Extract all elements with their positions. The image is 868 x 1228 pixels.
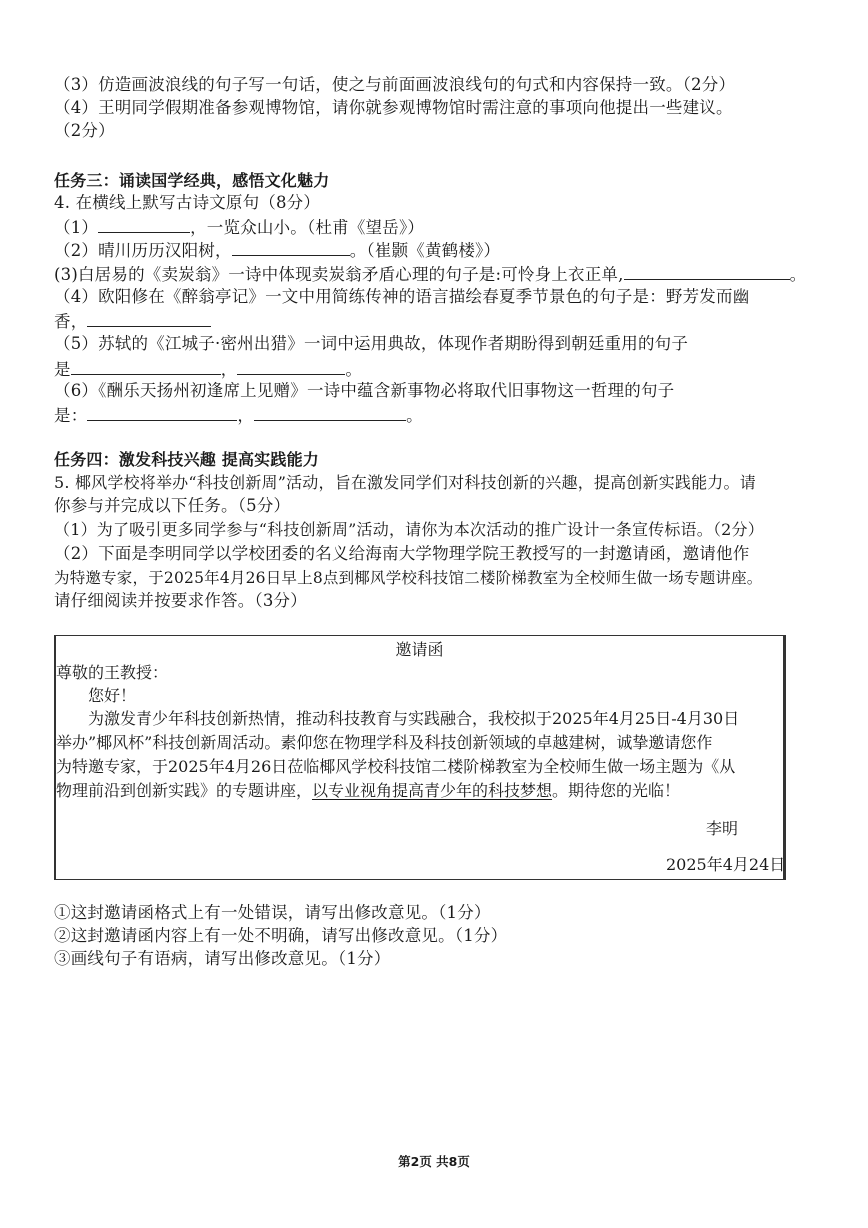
answer-blank[interactable] — [232, 238, 350, 256]
answer-blank[interactable] — [87, 309, 211, 327]
item-text: 香， — [54, 312, 88, 331]
answer-blank[interactable] — [237, 357, 345, 375]
item-text: （2）晴川历历汉阳树， — [54, 241, 232, 260]
question-3-text: （3）仿造画波浪线的句子写一句话，使之与前面画波浪线句的句式和内容保持一致。（2分） — [54, 75, 736, 94]
subquestion-2-cont2: 请仔细阅读并按要求作答。（3分） — [54, 591, 307, 610]
letter-signature: 李明 — [706, 819, 739, 838]
poem-item-1 — [54, 215, 424, 239]
poem-item-5-cont — [54, 357, 362, 381]
poem-item-3 — [54, 262, 806, 286]
letter-body-line: 为激发青少年科技创新热情，推动科技教育与实践融合，我校拟于2025年4月25日-4月30日 — [88, 709, 740, 728]
poem-item-4-cont — [54, 309, 211, 333]
answer-blank[interactable] — [624, 262, 790, 280]
page-number: 第2页 共8页 — [398, 1154, 470, 1169]
item-text: ， — [220, 360, 238, 379]
answer-blank[interactable] — [98, 215, 190, 233]
letter-text: 。期待您的光临！ — [552, 781, 681, 800]
letter-body-line: 举办”椰风杯”科技创新周活动。素仰您在物理学科及科技创新领域的卓越建树，诚挚邀请您作 — [56, 733, 713, 752]
item-text: (3)白居易的《卖炭翁》一诗中体现卖炭翁矛盾心理的句子是:可怜身上衣正单, — [54, 265, 624, 284]
letter-title: 邀请函 — [395, 640, 444, 659]
letter-body-line — [56, 780, 680, 802]
answer-blank[interactable] — [71, 357, 221, 375]
item-text: ，一览众山小。（杜甫《望岳》） — [190, 218, 425, 237]
item-text: 是 — [54, 360, 71, 379]
poem-item-6: （6）《酬乐天扬州初逢席上见赠》一诗中蕴含新事物必将取代旧事物这一哲理的句子 — [54, 381, 675, 400]
letter-date: 2025年4月24日 — [666, 855, 786, 874]
followup-question-2: ②这封邀请函内容上有一处不明确，请写出修改意见。（1分） — [54, 926, 508, 945]
poem-item-4: （4）欧阳修在《醉翁亭记》一文中用简练传神的语言描绘春夏季节景色的句子是：野芳发而幽 — [54, 287, 750, 306]
item-text: 是： — [54, 406, 88, 425]
task3-heading: 任务三：诵读国学经典，感悟文化魅力 — [54, 171, 330, 190]
answer-blank[interactable] — [87, 403, 237, 421]
item-label: （1） — [54, 218, 99, 237]
followup-question-3: ③画线句子有语病，请写出修改意见。（1分） — [54, 949, 391, 968]
poem-item-2 — [54, 238, 500, 262]
underlined-sentence: 以专业视角提高青少年的科技梦想 — [312, 781, 553, 800]
subquestion-2: （2）下面是李明同学以学校团委的名义给海南大学物理学院王教授写的一封邀请函，邀请他作 — [54, 544, 750, 563]
item-text: ， — [237, 406, 255, 425]
letter-greeting: 您好！ — [88, 686, 137, 705]
item-text: 。 — [345, 360, 363, 379]
answer-blank[interactable] — [254, 403, 406, 421]
question-5-text: 5. 椰风学校将举办“科技创新周”活动，旨在激发同学们对科技创新的兴趣，提高创新实践能力。请 — [54, 473, 756, 492]
subquestion-1: （1）为了吸引更多同学参与“科技创新周”活动，请你为本次活动的推广设计一条宣传标语。（2分） — [54, 520, 764, 539]
item-text: 。（崔颢《黄鹤楼》） — [349, 241, 501, 260]
question-4-score: （2分） — [54, 121, 115, 140]
subquestion-2-cont: 为特邀专家，于2025年4月26日早上8点到椰风学校科技馆二楼阶梯教室为全校师生做一场专题讲座。 — [54, 569, 763, 587]
followup-question-1: ①这封邀请函格式上有一处错误，请写出修改意见。（1分） — [54, 903, 491, 922]
invitation-letter — [54, 635, 786, 880]
question-stem-4: 4. 在横线上默写古诗文原句（8分） — [54, 193, 321, 212]
poem-item-5: （5）苏轼的《江城子·密州出猎》一词中运用典故，体现作者期盼得到朝廷重用的句子 — [54, 334, 689, 353]
letter-body-line: 为特邀专家，于2025年4月26日莅临椰风学校科技馆二楼阶梯教室为全校师生做一场主题为《从 — [56, 757, 736, 776]
task4-heading: 任务四：激发科技兴趣 提高实践能力 — [54, 450, 319, 469]
letter-text: 物理前沿到创新实践》的专题讲座， — [56, 781, 313, 800]
question-4-text: （4）王明同学假期准备参观博物馆，请你就参观博物馆时需注意的事项向他提出一些建议。 — [54, 98, 733, 117]
letter-salutation: 尊敬的王教授： — [56, 663, 169, 682]
poem-item-6-cont — [54, 403, 423, 427]
item-text: 。 — [789, 265, 807, 284]
item-text: 。 — [406, 406, 423, 425]
question-5-text-cont: 你参与并完成以下任务。（5分） — [54, 496, 291, 515]
